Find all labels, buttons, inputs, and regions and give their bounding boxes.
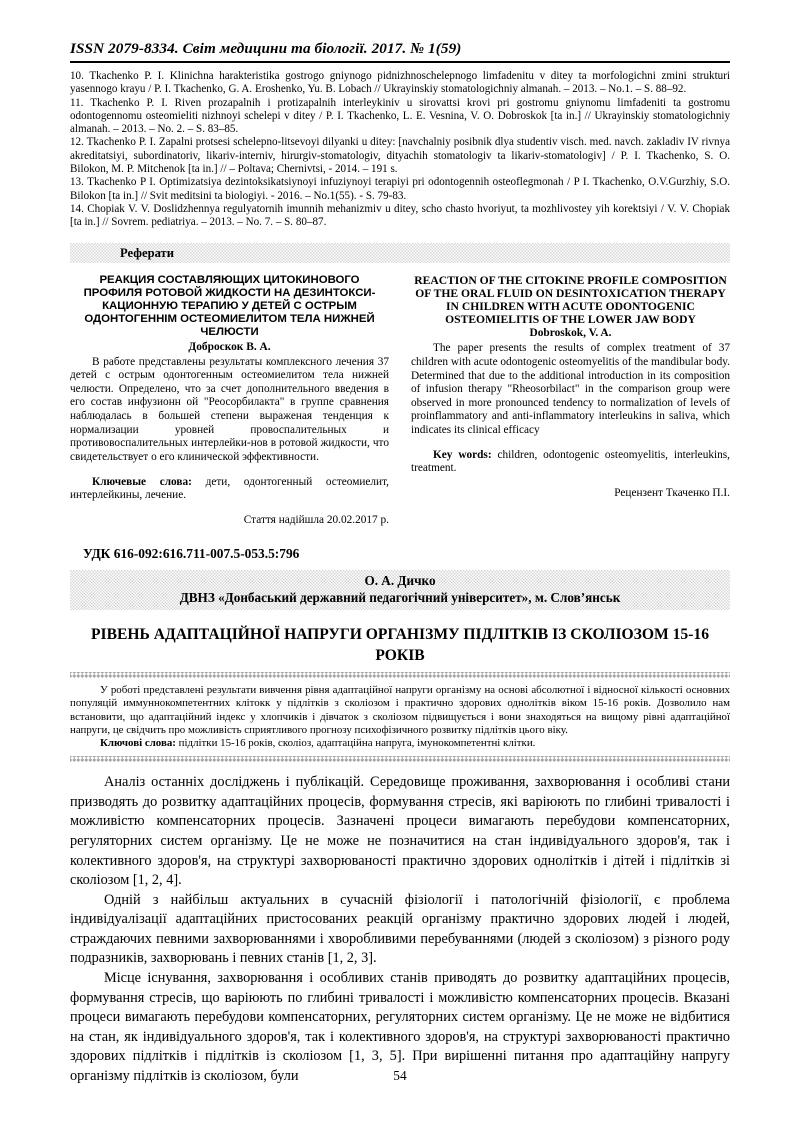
reference-item: 14. Chopiak V. V. Doslidzhennya regulyatornih imunnih mehanizmiv u ditey, scho chasto hvoriyut, ta mozhlivostey yih korektsiyi / V. V. Chopiak [ta in.] // Sovrem. pediatriya. – 2013. – No. 7. – S. 80–87.	[70, 202, 730, 229]
article-abstract: У роботі представлені результати вивчення рівня адаптаційної напруги організму на основі абсолютної і відносної кількості основних популяцій иммуннокомпетентних клітокк у підлітків з сколіозом і практично здорових однолітків віком 15-16 років. Дозволило нам встановити, що адаптаційний індекс у хлопчиків і дівчаток з сколіозом підвищується і вони знаходяться на вищому рівні адаптаційної напруги, це свідчить про можливість сприятливого прогнозу психофізичного розвитку підлітків цього віку.	[70, 684, 730, 736]
reference-list	[70, 70, 730, 230]
zigzag-rule-top	[70, 672, 730, 678]
abstract-en-title: REACTION OF THE CITOKINE PROFILE COMPOSITION OF THE ORAL FLUID ON DESINTOXICATION THERAPY IN CHILDREN WITH ACUTE ODONTOGENIC OSTEOMIELITIS OF THE LOWER JAW BODY	[414, 273, 727, 327]
running-head-rule	[70, 61, 730, 63]
page-number: 54	[393, 1068, 407, 1083]
article-body	[70, 773, 730, 1087]
zigzag-rule-bottom	[70, 756, 730, 762]
body-paragraph: Місце існування, захворювання і особливих станів приводять до розвитку адаптаційних процесів, формування стресів, що варіюють по глибині тривалості і можливістю компенсаторних процесів. Вказані процеси вимагають перебудови компенсаторних, регуляторних систем організму. Це не може не відбитися на стан, як індивідуального здоров'я, так і колективного здоров'я, на структурі захворюваності практично здорових підлітків і підлітків із сколіозом [1, 3, 5]. При вирішенні питання про адаптаційну напругу організму підлітків із сколіозом, були	[70, 970, 730, 1085]
abstract-ru-keywords	[70, 476, 389, 503]
article-keywords	[70, 737, 730, 750]
article-keywords-text: підлітки 15-16 років, сколіоз, адаптаційна напруга, імунокомпетентні клітки.	[178, 736, 536, 749]
abstract-en-keywords	[411, 449, 730, 476]
article-author-banner	[70, 570, 730, 610]
abstract-ru-keywords-text: дети, одонтогенный остеомиелит, интерлейкины, лечение.	[70, 475, 390, 502]
abstract-ru-title: РЕАКЦИЯ СОСТАВЛЯЮЩИХ ЦИТОКИНОВОГО ПРОФИЛЯ РОТОВОЙ ЖИДКОСТИ НА ДЕЗИНТОКСИ-КАЦИОННУЮ ТЕРАПИЮ У ДЕТЕЙ С ОСТРЫМ ОДОНТОГЕННIМ ОСТЕОМИЕЛИТОМ ТЕЛА НИЖНЕЙ ЧЕЛЮСТИ	[83, 273, 376, 339]
article-affiliation: ДВНЗ «Донбаський державний педагогічний університет», м. Слов’янськ	[179, 589, 621, 605]
article-keywords-label: Ключові слова:	[100, 736, 176, 749]
abstract-en-keywords-text: children, odontogenic osteomyelitis, interleukins, treatment.	[411, 448, 730, 475]
abstract-ru-footer: Стаття надійшла 20.02.2017 р.	[243, 514, 389, 527]
abstract-en-author: Dobroskok, V. A.	[529, 327, 612, 340]
reference-item: 12. Tkachenko P. I. Zapalni protsesi schelepno-litsevoyi dilyanki u ditey: [navchalniy posibnik dlya studentiv visch. med. navch. zakladiv IV rivnya akreditatsiyi, subordinatoriv, likariv-interniv, hirurgiv-stomatologiv, dityachih stomatologiv ta likariv-stomatologiv] / P. I. Tkachenko, S. O. Bilokon, M. P. Mitchenok [ta in.] // – Poltava; Chernivtsi, - 2014. – 191 s.	[70, 136, 730, 176]
abstract-en-footer: Рецензент Ткаченко П.І.	[614, 487, 730, 500]
abstract-ru-keywords-label: Ключевые слова:	[92, 475, 192, 488]
abstract-russian	[70, 274, 389, 527]
body-paragraph: Одній з найбільш актуальних в сучасній фізіології і патологічній фізіології, є проблема індивідуалізації адаптаційних пристосованих реакцій організму практично здорових людей і людей, страждаючих певними захворюваннями і хворобливими перебуваннями (людей з сколіозом) з різного роду подразників, захворювань і певних станів [1, 2, 3].	[70, 891, 730, 967]
article-title: РІВЕНЬ АДАПТАЦІЙНОЇ НАПРУГИ ОРГАНІЗМУ ПІДЛІТКІВ ІЗ СКОЛІОЗОМ 15-16 РОКІВ	[90, 626, 710, 665]
abstract-ru-body: В работе представлены результаты комплексного лечения 37 детей с острым одонтогенным остеомиелитом тела нижней челюсти. Определено, что за счет дополнительного введения в его состав инфузионн ой "Реосорбилакта" в группе сравнения наблюдалась в большей степени выраженая тенденция к нормализации уровней провоспалительных и противовоспалительных интерлейки-нов в ротовой жидкости, что свидетельствует о его клинической эффективности.	[70, 355, 389, 463]
reference-item: 11. Tkachenko P. I. Riven prozapalnih i protizapalnih interleykiniv u sirovattsi krovi pri gostromu gniynomu limfadeniti ta gostromu odontogennomu osteomieliti nizhnoyi schelepi v ditey / P. I. Tkachenko, L. E. Vesnina, V. O. Dobroskok [ta in.] // Ukrayinskiy stomatologichniy almanah. – 2013. – No. 2. – S. 83–85.	[70, 96, 730, 136]
abstract-ru-author: Доброскок В. А.	[188, 340, 271, 353]
reference-item: 13. Tkachenko P I. Optimizatsiya dezintoksikatsiynoyi infuziynoyi terapiyi pri odontogennih osteoflegmonah / P I. Tkachenko, O.V.Gurzhiy, S.O. Bilokon [ta in.] // Svit meditsini ta biologiyi. - 2016. – No.1(55). - S. 79-83.	[70, 176, 730, 202]
abstract-en-body: The paper presents the results of complex treatment of 37 children with acute odontogenic osteomyelitis of the mandibular body. Determined that due to the additional introduction in its composition of infusion therapy "Rheosorbilact" in the comparison group were observed in more pronounced tendency to normalization of levels of proinflammatory and anti-inflammatory interleukins in saliva, which indicates its clinical efficacy	[411, 342, 730, 436]
article-author-name: О. А. Дичко	[364, 573, 436, 589]
abstracts-row	[70, 274, 730, 527]
abstract-english	[411, 274, 730, 527]
udc-code: УДК 616-092:616.711-007.5-053.5:796	[83, 546, 300, 562]
body-paragraph: Аналіз останніх досліджень і публікацій. Середовище проживання, захворювання і особливі стани призводять до розвитку адаптаційних процесів, формування стресів, які варіюють по глибині тривалості і можливістю компенсаторних процесів. Зазначені процеси вимагають перебудови компенсаторних, регуляторних систем організму. Це не може не позначитися на стан індивідуального здоров'я, так і колективного здоров'я, на структурі захворюваності практично здорових однолітків і дітей і підлітків зі сколіозом [1, 2, 4].	[70, 774, 730, 889]
running-head: ISSN 2079-8334. Світ медицини та біології. 2017. № 1(59)	[70, 40, 462, 57]
section-header-referaty: Реферати	[70, 243, 730, 263]
abstract-en-keywords-label: Key words:	[433, 448, 492, 461]
reference-item: 10. Tkachenko P. I. Klinichna harakteristika gostrogo gniynogo pidnizhnoschelepnogo limfadenitu v ditey ta morfologichni zmini strukturi yasennogo krayu / P. I. Tkachenko, G. A. Eroshenko, Yu. B. Lobach // Ukrayinskiy stomatologichniy almanah. – 2013. – No.1. – S. 88–92.	[70, 70, 730, 96]
